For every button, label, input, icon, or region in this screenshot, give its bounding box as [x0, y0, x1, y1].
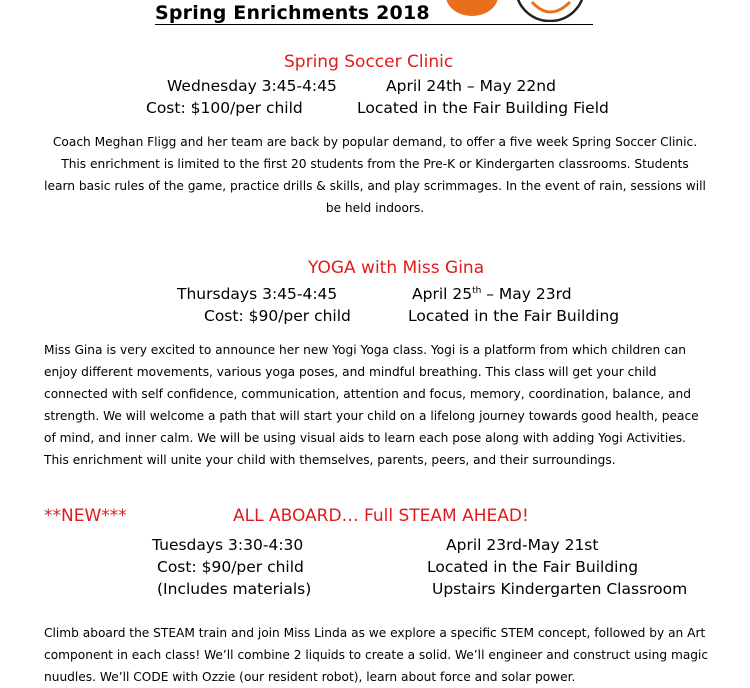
steam-room: Upstairs Kindergarten Classroom [432, 580, 688, 598]
steam-day-time: Tuesdays 3:30-4:30 [152, 536, 304, 554]
page-title: Spring Enrichments 2018 [155, 2, 430, 24]
soccer-dates: April 24th – May 22nd [386, 77, 556, 95]
new-tag: **NEW*** [44, 506, 127, 526]
cartoon-face-icon [432, 0, 602, 22]
soccer-description: Coach Meghan Fligg and her team are back by popular demand, to offer a five week Spring Soccer Clinic. This enrichment is limited to the first 20 students from the Pre-K or Kindergarten classrooms. Students learn basic rules of the game, practice drills & skills, and play scrimmages. In the event of rain, sessions will be held indoors. [44, 135, 706, 215]
soccer-heading: Spring Soccer Clinic [284, 52, 454, 72]
steam-materials: (Includes materials) [157, 580, 312, 598]
soccer-cost: Cost: $100/per child [146, 99, 303, 117]
soccer-location: Located in the Fair Building Field [357, 99, 609, 117]
yoga-heading: YOGA with Miss Gina [308, 258, 485, 278]
yoga-description: Miss Gina is very excited to announce her new Yogi Yoga class. Yogi is a platform from which children can enjoy different movements, various yoga poses, and mindful breathing. This class will get your child connected with self confidence, communication, attention and focus, memory, coordination, balance, and strength. We will welcome a path that will start your child on a lifelong journey towards good health, peace of mind, and inner calm. We will be using visual aids to learn each pose along with adding Yogi Activities. This enrichment will unite your child with themselves, parents, peers, and their surroundings. [44, 343, 699, 467]
steam-description: Climb aboard the STEAM train and join Miss Linda as we explore a specific STEM concept, followed by an Art component in each class! We’ll combine 2 liquids to create a solid. We’ll engineer and construct using magic nuudles. We’ll CODE with Ozzie (our resident robot), learn about force and solar power. [44, 626, 709, 684]
steam-heading: ALL ABOARD… Full STEAM AHEAD! [233, 506, 529, 526]
soccer-day-time: Wednesday 3:45-4:45 [167, 77, 337, 95]
yoga-location: Located in the Fair Building [408, 307, 620, 325]
steam-cost: Cost: $90/per child [157, 558, 304, 576]
title-underline [155, 24, 593, 25]
yoga-cost: Cost: $90/per child [204, 307, 351, 325]
yoga-dates: April 25th – May 23rd [412, 285, 572, 303]
steam-dates: April 23rd-May 21st [446, 536, 599, 554]
yoga-day-time: Thursdays 3:45-4:45 [177, 285, 338, 303]
steam-location: Located in the Fair Building [427, 558, 639, 576]
